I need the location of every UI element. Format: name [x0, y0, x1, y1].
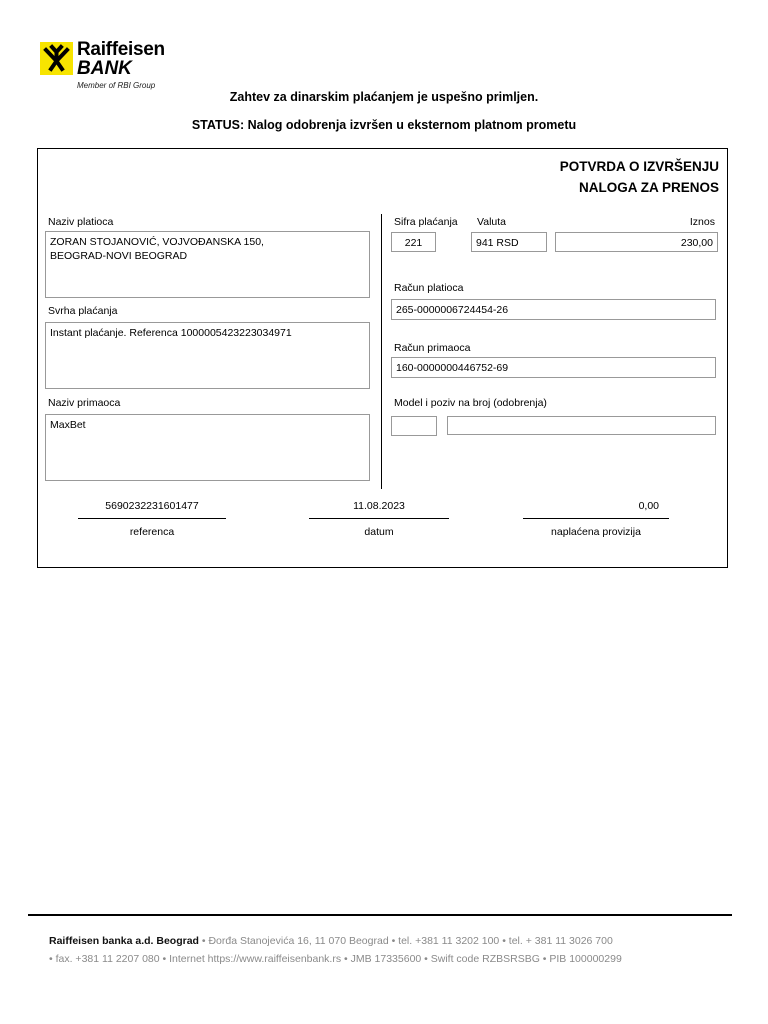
recipient-account-field: 160-0000000446752-69 [391, 357, 716, 378]
payment-code-field: 221 [391, 232, 436, 252]
footer-address: • Đorđa Stanojevića 16, 11 070 Beograd • tel. +381 11 3202 100 • tel. + 381 11 3026 700 [198, 935, 613, 947]
raiffeisen-logo-icon [40, 42, 73, 75]
reference-number-field [447, 416, 716, 435]
logo-name: Raiffeisen [77, 39, 165, 60]
fee-value: 0,00 [638, 500, 659, 512]
reference-value: 5690232231601477 [105, 500, 199, 512]
footer-address-line [49, 935, 613, 947]
date-underline [309, 518, 449, 519]
recipient-name-field: MaxBet [45, 414, 370, 481]
footer-company-name: Raiffeisen banka a.d. Beograd [49, 935, 199, 947]
currency-label: Valuta [477, 216, 506, 228]
payment-purpose-field: Instant plaćanje. Referenca 1000005423223034971 [45, 322, 370, 389]
currency-field: 941 RSD [471, 232, 547, 252]
logo-bank: BANK [77, 58, 132, 79]
document-title-line1: POTVRDA O IZVRŠENJU [559, 159, 719, 174]
model-reference-label: Model i poziv na broj (odobrenja) [394, 397, 547, 409]
recipient-account-label: Račun primaoca [394, 342, 471, 354]
payment-code-label: Sifra plaćanja [394, 216, 458, 228]
payer-name-field: ZORAN STOJANOVIĆ, VOJVOĐANSKA 150, BEOGRAD-NOVI BEOGRAD [45, 231, 370, 298]
amount-label: Iznos [689, 216, 715, 228]
fee-underline [523, 518, 669, 519]
column-divider [381, 214, 382, 489]
logo-member-text: Member of RBI Group [77, 81, 156, 90]
payment-purpose-label: Svrha plaćanja [48, 305, 118, 317]
date-label: datum [364, 526, 394, 538]
document-title [560, 156, 719, 198]
recipient-name-label: Naziv primaoca [48, 397, 121, 409]
reference-label: referenca [129, 526, 175, 538]
document-title-line2: NALOGA ZA PRENOS [578, 180, 719, 195]
date-value: 11.08.2023 [353, 500, 405, 512]
payer-account-field: 265-0000006724454-26 [391, 299, 716, 320]
footer-contact-line: • fax. +381 11 2207 080 • Internet https://www.raiffeisenbank.rs • JMB 17335600 • Swift code RZBSRSBG • PIB 100000299 [49, 953, 622, 965]
payer-name-label: Naziv platioca [48, 216, 114, 228]
model-field [391, 416, 437, 436]
payer-account-label: Račun platioca [394, 282, 464, 294]
reference-underline [78, 518, 226, 519]
fee-label: naplaćena provizija [551, 526, 641, 538]
confirmation-heading: Zahtev za dinarskim plaćanjem je uspešno primljen. [229, 90, 539, 104]
footer-rule [28, 914, 732, 916]
status-heading: STATUS: Nalog odobrenja izvršen u eksternom platnom prometu [191, 118, 577, 132]
amount-field: 230,00 [555, 232, 718, 252]
